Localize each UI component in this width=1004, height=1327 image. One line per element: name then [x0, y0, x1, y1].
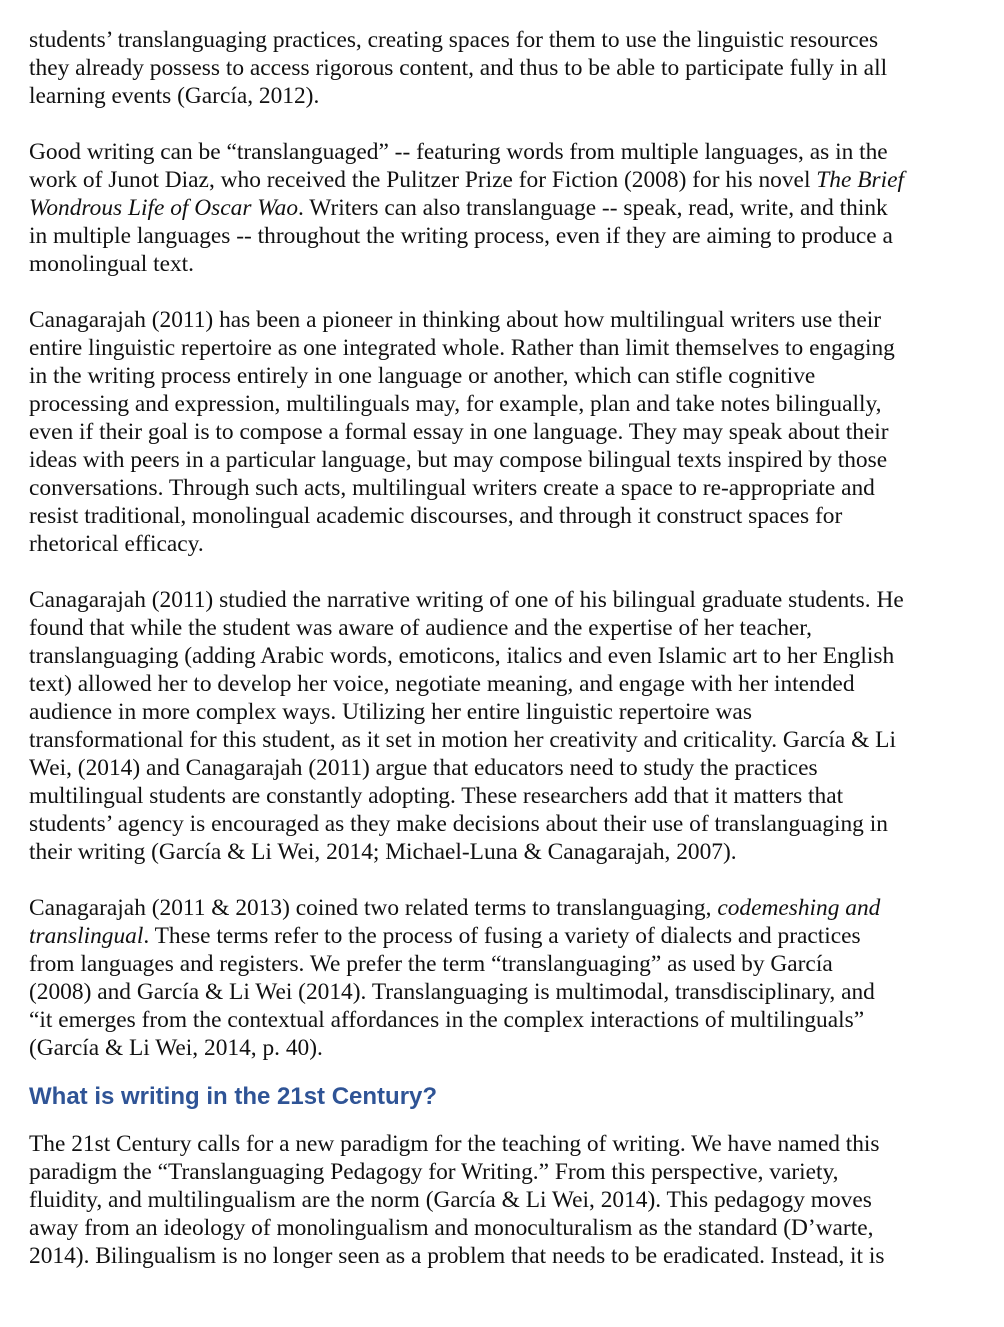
text-line: learning events (García, 2012). — [29, 83, 320, 109]
term-italic: codemeshing and — [717, 895, 881, 921]
paragraph-21st-century — [29, 1130, 949, 1270]
text-line: Wei, (2014) and Canagarajah (2011) argue that educators need to study the practices — [29, 755, 818, 781]
text-line: in the writing process entirely in one language or another, which can stifle cognitive — [29, 363, 816, 389]
text-segment: Canagarajah (2011 & 2013) coined two related terms to translanguaging, — [29, 895, 718, 921]
paragraph-canagarajah-study — [29, 586, 949, 866]
text-line: translanguaging (adding Arabic words, emoticons, italics and even Islamic art to her English — [29, 643, 895, 669]
text-line: resist traditional, monolingual academic discourses, and through it construct spaces for — [29, 503, 843, 529]
term-italic: translingual — [29, 923, 144, 949]
text-line: text) allowed her to develop her voice, negotiate meaning, and engage with her intended — [29, 671, 855, 697]
text-line: (2008) and García & Li Wei (2014). Translanguaging is multimodal, transdisciplinary, and — [29, 979, 875, 1005]
text-line: they already possess to access rigorous content, and thus to be able to participate fully in all — [29, 55, 888, 81]
text-line — [29, 894, 949, 922]
text-line: monolingual text. — [29, 251, 195, 277]
text-segment: work of Junot Diaz, who received the Pulitzer Prize for Fiction (2008) for his novel — [29, 167, 817, 193]
text-line: Canagarajah (2011) studied the narrative writing of one of his bilingual graduate students. He — [29, 587, 904, 613]
paragraph-canagarajah-pioneer — [29, 306, 949, 558]
text-line: away from an ideology of monolingualism and monoculturalism as the standard (D’warte, — [29, 1215, 874, 1241]
book-title-italic: Wondrous Life of Oscar Wao — [29, 195, 299, 221]
text-line: rhetorical efficacy. — [29, 531, 204, 557]
text-segment: . These terms refer to the process of fusing a variety of dialects and practices — [143, 923, 861, 949]
text-line: processing and expression, multilinguals may, for example, plan and take notes bilingually, — [29, 391, 882, 417]
text-line: fluidity, and multilingualism are the norm (García & Li Wei, 2014). This pedagogy moves — [29, 1187, 872, 1213]
text-line: ideas with peers in a particular language, but may compose bilingual texts inspired by those — [29, 447, 888, 473]
text-line — [29, 194, 949, 222]
text-line: Good writing can be “translanguaged” -- featuring words from multiple languages, as in the — [29, 139, 888, 165]
section-heading: What is writing in the 21st Century? — [29, 1083, 438, 1110]
text-line: their writing (García & Li Wei, 2014; Michael-Luna & Canagarajah, 2007). — [29, 839, 737, 865]
text-line: “it emerges from the contextual affordances in the complex interactions of multilinguals” — [29, 1007, 865, 1033]
text-line: conversations. Through such acts, multilingual writers create a space to re-appropriate and — [29, 475, 875, 501]
paragraph-codemeshing — [29, 894, 949, 1062]
text-line: from languages and registers. We prefer the term “translanguaging” as used by García — [29, 951, 833, 977]
text-line: multilingual students are constantly adopting. These researchers add that it matters that — [29, 783, 844, 809]
text-line: audience in more complex ways. Utilizing her entire linguistic repertoire was — [29, 699, 752, 725]
text-line: in multiple languages -- throughout the writing process, even if they are aiming to produce a — [29, 223, 893, 249]
document-page — [29, 0, 949, 1270]
text-line: found that while the student was aware of audience and the expertise of her teacher, — [29, 615, 812, 641]
text-line — [29, 922, 949, 950]
paragraph-good-writing — [29, 138, 949, 278]
paragraph-intro-continued — [29, 26, 949, 110]
text-line: students’ translanguaging practices, creating spaces for them to use the linguistic resources — [29, 27, 879, 53]
text-line — [29, 166, 949, 194]
text-line: paradigm the “Translanguaging Pedagogy for Writing.” From this perspective, variety, — [29, 1159, 839, 1185]
text-line: 2014). Bilingualism is no longer seen as a problem that needs to be eradicated. Instead, it is — [29, 1243, 885, 1269]
text-line: (García & Li Wei, 2014, p. 40). — [29, 1035, 323, 1061]
text-line: even if their goal is to compose a formal essay in one language. They may speak about their — [29, 419, 889, 445]
text-line: entire linguistic repertoire as one integrated whole. Rather than limit themselves to engaging — [29, 335, 895, 361]
text-line: students’ agency is encouraged as they make decisions about their use of translanguaging in — [29, 811, 888, 837]
text-segment: . Writers can also translanguage -- speak, read, write, and think — [298, 195, 888, 221]
book-title-italic: The Brief — [816, 167, 905, 193]
text-line: Canagarajah (2011) has been a pioneer in thinking about how multilingual writers use their — [29, 307, 882, 333]
text-line: transformational for this student, as it set in motion her creativity and criticality. García & Li — [29, 727, 896, 753]
text-line: The 21st Century calls for a new paradigm for the teaching of writing. We have named this — [29, 1131, 880, 1157]
